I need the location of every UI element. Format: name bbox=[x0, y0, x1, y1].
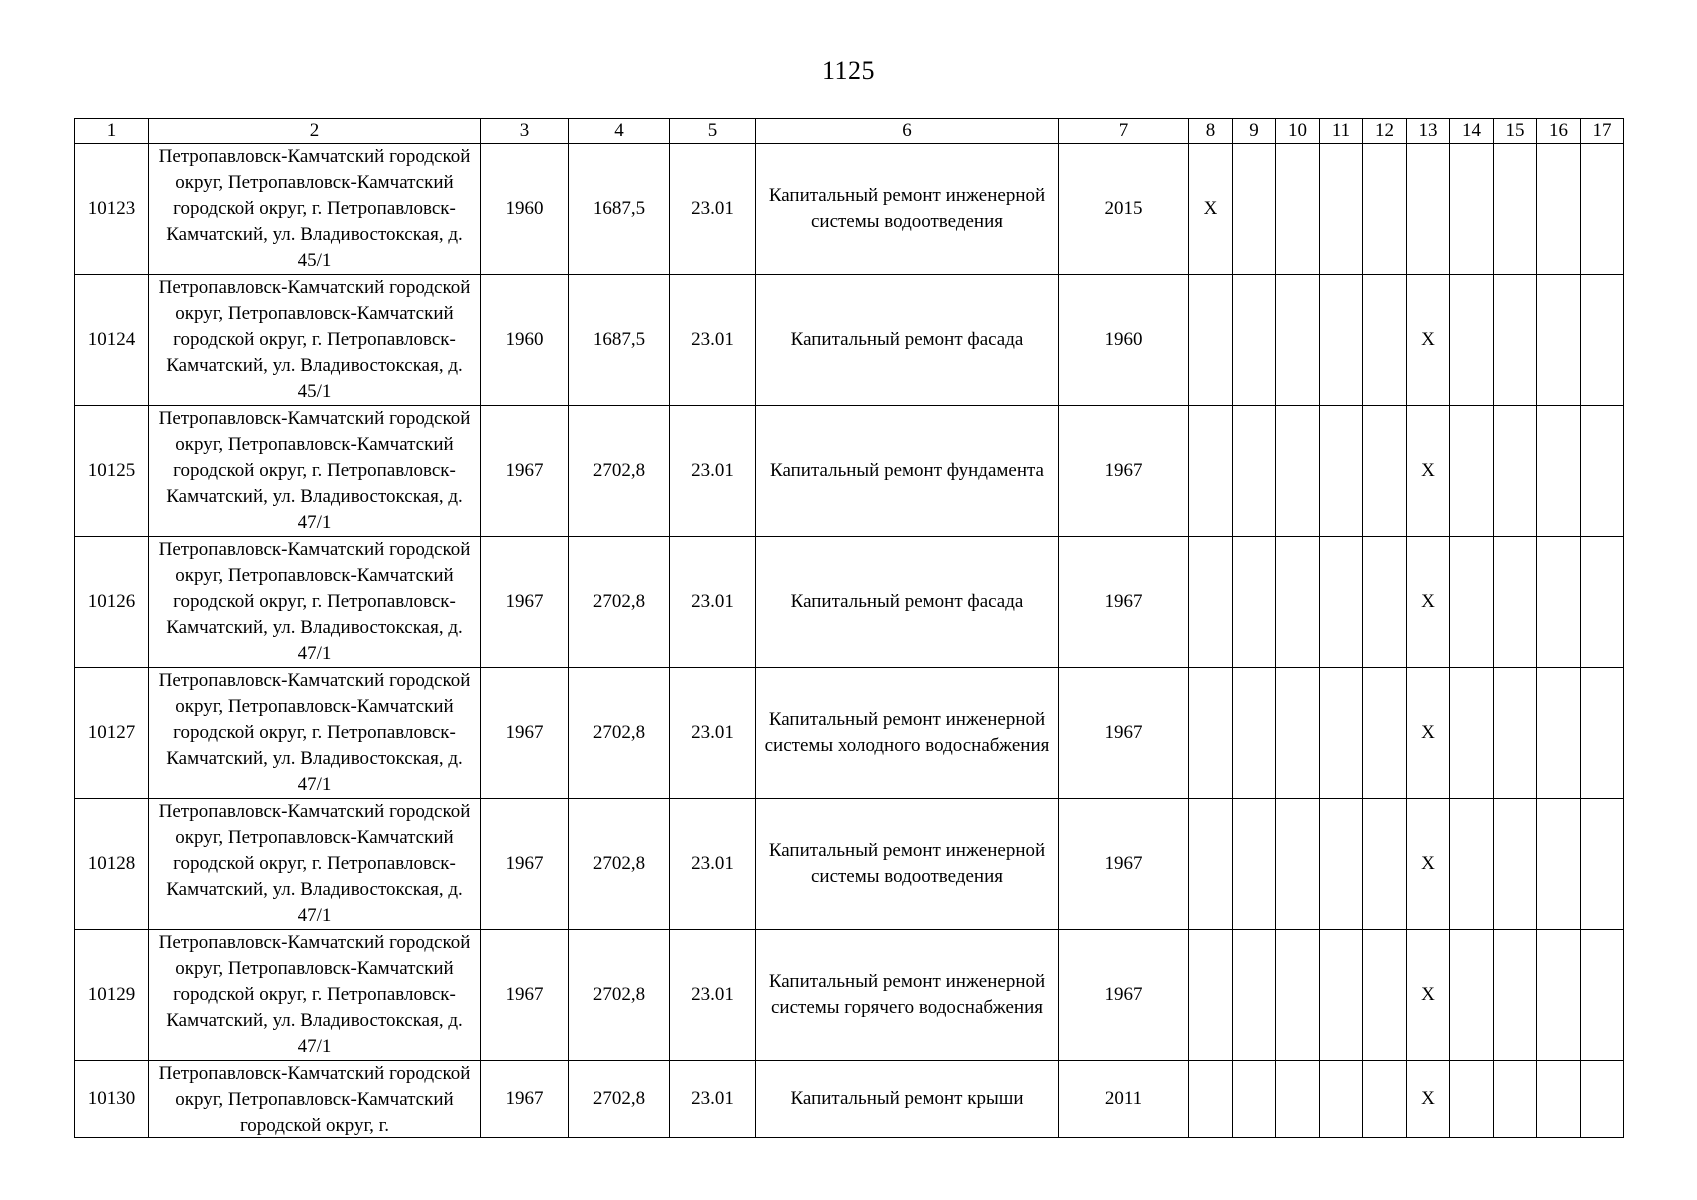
work-type-text: Капитальный ремонт инженерной системы водоотведения bbox=[768, 185, 1046, 232]
address-cell bbox=[149, 144, 481, 275]
mark-cell bbox=[1189, 406, 1233, 537]
column-number-row bbox=[75, 119, 1624, 144]
mark-cell: X bbox=[1407, 275, 1450, 406]
mark-cell bbox=[1276, 406, 1320, 537]
mark-cell bbox=[1581, 799, 1624, 930]
column-number-cell: 11 bbox=[1320, 119, 1363, 144]
column-number-cell: 14 bbox=[1450, 119, 1494, 144]
mark-cell bbox=[1581, 668, 1624, 799]
mark-cell bbox=[1450, 668, 1494, 799]
mark-cell bbox=[1494, 930, 1537, 1061]
mark-cell bbox=[1233, 799, 1276, 930]
mark-cell bbox=[1537, 275, 1581, 406]
mark-cell: X bbox=[1407, 668, 1450, 799]
build-year-cell: 1967 bbox=[481, 799, 569, 930]
address-text: Петропавловск-Камчатский городской округ, Петропавловск-Камчатский городской округ, г. Петропавловск-Камчатский, ул. Владивостокская, д. 47/1 bbox=[158, 539, 471, 664]
mark-cell bbox=[1537, 406, 1581, 537]
build-year-cell: 1960 bbox=[481, 275, 569, 406]
work-year-cell: 1967 bbox=[1059, 799, 1189, 930]
column-number-cell: 7 bbox=[1059, 119, 1189, 144]
area-cell: 2702,8 bbox=[569, 406, 670, 537]
page-number: 1125 bbox=[821, 56, 876, 85]
column-number-cell: 16 bbox=[1537, 119, 1581, 144]
mark-cell bbox=[1233, 930, 1276, 1061]
mark-cell bbox=[1233, 537, 1276, 668]
table-row bbox=[75, 668, 1624, 799]
table-row bbox=[75, 799, 1624, 930]
mark-cell bbox=[1581, 144, 1624, 275]
mark-cell bbox=[1537, 930, 1581, 1061]
mark-cell: X bbox=[1407, 930, 1450, 1061]
mark-cell bbox=[1363, 144, 1407, 275]
record-id-cell: 10129 bbox=[75, 930, 149, 1061]
work-type-text: Капитальный ремонт инженерной системы холодного водоснабжения bbox=[764, 709, 1050, 756]
table-row bbox=[75, 275, 1624, 406]
mark-cell: X bbox=[1407, 537, 1450, 668]
mark-cell bbox=[1581, 406, 1624, 537]
mark-cell bbox=[1189, 668, 1233, 799]
mark-cell bbox=[1450, 930, 1494, 1061]
work-type-text: Капитальный ремонт крыши bbox=[790, 1088, 1024, 1109]
mark-cell bbox=[1363, 1061, 1407, 1138]
column-number-cell: 6 bbox=[756, 119, 1059, 144]
build-year-cell: 1967 bbox=[481, 668, 569, 799]
mark-cell bbox=[1537, 1061, 1581, 1138]
code-cell: 23.01 bbox=[670, 799, 756, 930]
mark-cell bbox=[1407, 144, 1450, 275]
registry-table bbox=[74, 118, 1624, 1138]
address-text: Петропавловск-Камчатский городской округ, Петропавловск-Камчатский городской округ, г. Петропавловск-Камчатский, ул. Владивостокская, д. 45/1 bbox=[158, 277, 471, 402]
address-cell bbox=[149, 406, 481, 537]
column-number-cell: 2 bbox=[149, 119, 481, 144]
mark-cell bbox=[1494, 406, 1537, 537]
mark-cell bbox=[1320, 406, 1363, 537]
build-year-cell: 1967 bbox=[481, 537, 569, 668]
mark-cell bbox=[1450, 1061, 1494, 1138]
build-year-cell: 1967 bbox=[481, 930, 569, 1061]
mark-cell bbox=[1189, 537, 1233, 668]
mark-cell bbox=[1363, 537, 1407, 668]
mark-cell bbox=[1581, 1061, 1624, 1138]
record-id-cell: 10124 bbox=[75, 275, 149, 406]
code-cell: 23.01 bbox=[670, 537, 756, 668]
address-text: Петропавловск-Камчатский городской округ, Петропавловск-Камчатский городской округ, г. bbox=[158, 1063, 471, 1136]
mark-cell bbox=[1363, 799, 1407, 930]
table-row bbox=[75, 144, 1624, 275]
column-number-cell: 9 bbox=[1233, 119, 1276, 144]
record-id-cell: 10130 bbox=[75, 1061, 149, 1138]
mark-cell bbox=[1494, 275, 1537, 406]
mark-cell bbox=[1581, 537, 1624, 668]
address-text: Петропавловск-Камчатский городской округ, Петропавловск-Камчатский городской округ, г. Петропавловск-Камчатский, ул. Владивостокская, д. 45/1 bbox=[158, 146, 471, 271]
work-type-text: Капитальный ремонт фасада bbox=[790, 329, 1024, 350]
work-type-text: Капитальный ремонт фундамента bbox=[770, 460, 1044, 481]
mark-cell bbox=[1494, 799, 1537, 930]
mark-cell bbox=[1233, 275, 1276, 406]
table-row bbox=[75, 1061, 1624, 1138]
mark-cell bbox=[1450, 799, 1494, 930]
address-cell bbox=[149, 799, 481, 930]
build-year-cell: 1967 bbox=[481, 1061, 569, 1138]
address-cell bbox=[149, 275, 481, 406]
work-type-cell bbox=[756, 275, 1059, 406]
record-id-cell: 10128 bbox=[75, 799, 149, 930]
record-id-cell: 10126 bbox=[75, 537, 149, 668]
record-id-cell: 10127 bbox=[75, 668, 149, 799]
mark-cell bbox=[1450, 275, 1494, 406]
mark-cell bbox=[1494, 537, 1537, 668]
work-year-cell: 1967 bbox=[1059, 537, 1189, 668]
column-number-cell: 4 bbox=[569, 119, 670, 144]
column-number-cell: 3 bbox=[481, 119, 569, 144]
area-cell: 2702,8 bbox=[569, 930, 670, 1061]
area-cell: 2702,8 bbox=[569, 668, 670, 799]
work-type-cell bbox=[756, 930, 1059, 1061]
table-row bbox=[75, 406, 1624, 537]
mark-cell bbox=[1276, 930, 1320, 1061]
mark-cell bbox=[1276, 144, 1320, 275]
area-cell: 2702,8 bbox=[569, 537, 670, 668]
work-type-text: Капитальный ремонт фасада bbox=[790, 591, 1024, 612]
mark-cell bbox=[1276, 537, 1320, 668]
mark-cell bbox=[1320, 799, 1363, 930]
column-number-cell: 17 bbox=[1581, 119, 1624, 144]
code-cell: 23.01 bbox=[670, 144, 756, 275]
record-id-cell: 10123 bbox=[75, 144, 149, 275]
work-type-cell bbox=[756, 144, 1059, 275]
mark-cell bbox=[1233, 406, 1276, 537]
mark-cell bbox=[1450, 406, 1494, 537]
mark-cell bbox=[1189, 1061, 1233, 1138]
work-type-cell bbox=[756, 799, 1059, 930]
area-cell: 1687,5 bbox=[569, 275, 670, 406]
column-number-cell: 1 bbox=[75, 119, 149, 144]
mark-cell bbox=[1320, 537, 1363, 668]
mark-cell bbox=[1276, 275, 1320, 406]
mark-cell bbox=[1494, 144, 1537, 275]
mark-cell bbox=[1494, 668, 1537, 799]
mark-cell bbox=[1363, 668, 1407, 799]
mark-cell bbox=[1233, 668, 1276, 799]
build-year-cell: 1960 bbox=[481, 144, 569, 275]
column-number-cell: 12 bbox=[1363, 119, 1407, 144]
work-year-cell: 1967 bbox=[1059, 930, 1189, 1061]
mark-cell bbox=[1363, 930, 1407, 1061]
code-cell: 23.01 bbox=[670, 275, 756, 406]
address-cell bbox=[149, 1061, 481, 1138]
mark-cell bbox=[1537, 668, 1581, 799]
mark-cell bbox=[1450, 537, 1494, 668]
mark-cell: X bbox=[1407, 406, 1450, 537]
mark-cell bbox=[1320, 275, 1363, 406]
record-id-cell: 10125 bbox=[75, 406, 149, 537]
mark-cell bbox=[1320, 144, 1363, 275]
table-row bbox=[75, 930, 1624, 1061]
address-text: Петропавловск-Камчатский городской округ, Петропавловск-Камчатский городской округ, г. Петропавловск-Камчатский, ул. Владивостокская, д. 47/1 bbox=[158, 801, 471, 926]
work-year-cell: 1967 bbox=[1059, 406, 1189, 537]
code-cell: 23.01 bbox=[670, 668, 756, 799]
table-row bbox=[75, 537, 1624, 668]
mark-cell bbox=[1537, 799, 1581, 930]
work-year-cell: 2011 bbox=[1059, 1061, 1189, 1138]
work-year-cell: 1967 bbox=[1059, 668, 1189, 799]
code-cell: 23.01 bbox=[670, 406, 756, 537]
column-number-cell: 13 bbox=[1407, 119, 1450, 144]
mark-cell bbox=[1494, 1061, 1537, 1138]
mark-cell bbox=[1189, 275, 1233, 406]
mark-cell bbox=[1450, 144, 1494, 275]
work-type-text: Капитальный ремонт инженерной системы горячего водоснабжения bbox=[768, 971, 1046, 1018]
mark-cell: X bbox=[1189, 144, 1233, 275]
work-type-cell bbox=[756, 537, 1059, 668]
address-cell bbox=[149, 668, 481, 799]
area-cell: 2702,8 bbox=[569, 1061, 670, 1138]
mark-cell bbox=[1537, 144, 1581, 275]
mark-cell bbox=[1581, 930, 1624, 1061]
code-cell: 23.01 bbox=[670, 930, 756, 1061]
column-number-cell: 8 bbox=[1189, 119, 1233, 144]
work-type-cell bbox=[756, 1061, 1059, 1138]
area-cell: 1687,5 bbox=[569, 144, 670, 275]
address-text: Петропавловск-Камчатский городской округ, Петропавловск-Камчатский городской округ, г. Петропавловск-Камчатский, ул. Владивостокская, д. 47/1 bbox=[158, 670, 471, 795]
mark-cell bbox=[1233, 144, 1276, 275]
work-type-cell bbox=[756, 406, 1059, 537]
work-year-cell: 2015 bbox=[1059, 144, 1189, 275]
column-number-cell: 15 bbox=[1494, 119, 1537, 144]
work-type-cell bbox=[756, 668, 1059, 799]
area-cell: 2702,8 bbox=[569, 799, 670, 930]
mark-cell bbox=[1363, 275, 1407, 406]
mark-cell bbox=[1189, 930, 1233, 1061]
work-type-text: Капитальный ремонт инженерной системы водоотведения bbox=[768, 840, 1046, 887]
build-year-cell: 1967 bbox=[481, 406, 569, 537]
mark-cell: X bbox=[1407, 799, 1450, 930]
mark-cell bbox=[1320, 930, 1363, 1061]
address-cell bbox=[149, 930, 481, 1061]
work-year-cell: 1960 bbox=[1059, 275, 1189, 406]
address-text: Петропавловск-Камчатский городской округ, Петропавловск-Камчатский городской округ, г. Петропавловск-Камчатский, ул. Владивостокская, д. 47/1 bbox=[158, 408, 471, 533]
mark-cell bbox=[1233, 1061, 1276, 1138]
mark-cell bbox=[1276, 668, 1320, 799]
mark-cell bbox=[1581, 275, 1624, 406]
mark-cell bbox=[1363, 406, 1407, 537]
code-cell: 23.01 bbox=[670, 1061, 756, 1138]
mark-cell bbox=[1320, 668, 1363, 799]
address-cell bbox=[149, 537, 481, 668]
mark-cell bbox=[1189, 799, 1233, 930]
mark-cell: X bbox=[1407, 1061, 1450, 1138]
column-number-cell: 5 bbox=[670, 119, 756, 144]
address-text: Петропавловск-Камчатский городской округ, Петропавловск-Камчатский городской округ, г. Петропавловск-Камчатский, ул. Владивостокская, д. 47/1 bbox=[158, 932, 471, 1057]
mark-cell bbox=[1276, 799, 1320, 930]
mark-cell bbox=[1276, 1061, 1320, 1138]
column-number-cell: 10 bbox=[1276, 119, 1320, 144]
mark-cell bbox=[1320, 1061, 1363, 1138]
mark-cell bbox=[1537, 537, 1581, 668]
